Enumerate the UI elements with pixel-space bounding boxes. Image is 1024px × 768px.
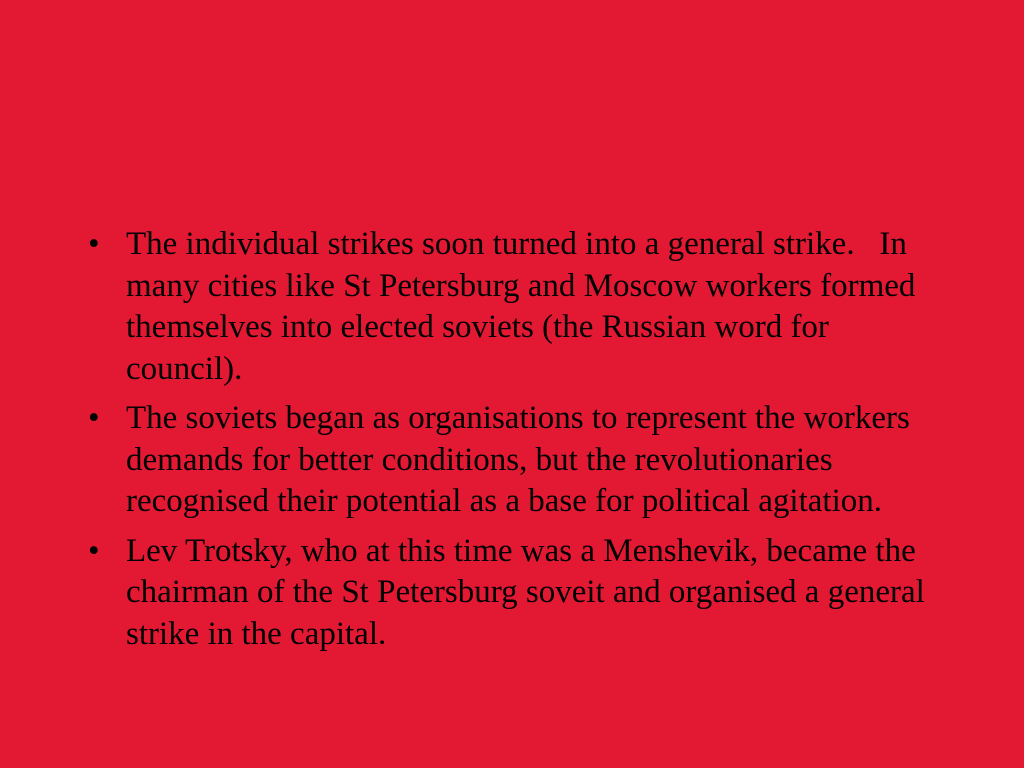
bullet-marker: • <box>88 532 100 569</box>
bullet-marker: • <box>88 400 100 436</box>
bullet-item <box>88 531 948 656</box>
bullet-text: Lev Trotsky, who at this time was a Menshevik, became the chairman of the St Petersburg soveit and organised a general strike in the capital. <box>126 532 934 652</box>
bullet-item <box>88 398 948 523</box>
bullet-item <box>88 224 948 390</box>
bullet-marker: • <box>88 226 100 262</box>
bullet-text: The individual strikes soon turned into a general strike. In many cities like St Petersburg and Moscow workers formed themselves into elected soviets (the Russian word for council). <box>126 226 924 387</box>
bullet-list <box>88 224 948 663</box>
bullet-text: The soviets began as organisations to represent the workers demands for better conditions, but the revolutionaries recognised their potential as a base for political agitation. <box>126 400 919 519</box>
